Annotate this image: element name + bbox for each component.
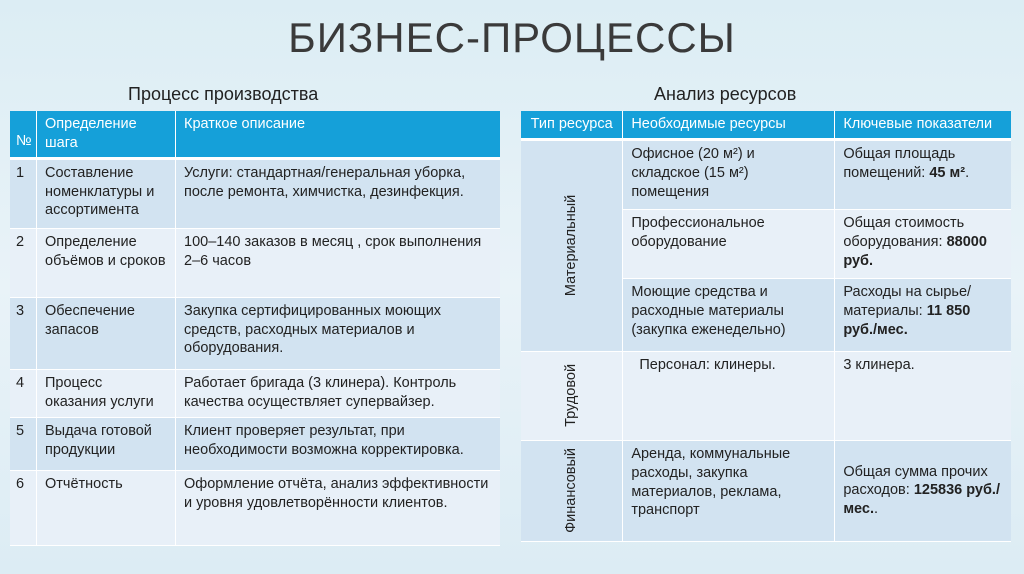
header-key-indicators: Ключевые показатели (835, 111, 1011, 139)
row-kpi (835, 209, 1011, 278)
resource-type-labor (521, 351, 623, 440)
kpi-tail: . (965, 164, 970, 181)
row-description: 100–140 заказов в месяц , срок выполнения 2–6 часов (176, 228, 501, 297)
row-resource: Персонал: клинеры. (623, 351, 835, 440)
header-number: № (10, 111, 37, 158)
table-row (10, 297, 500, 369)
page-title: БИЗНЕС-ПРОЦЕССЫ (288, 14, 736, 61)
row-step: Обеспечение запасов (37, 297, 176, 369)
row-step: Составление номенклатуры и ассортимента (37, 158, 176, 228)
table-row (10, 158, 500, 228)
resource-type-label: Финансовый (563, 448, 580, 534)
row-resource: Моющие средства и расходные материалы (закупка еженедельно) (623, 278, 835, 351)
kpi-text: Расходы на сырье/материалы: (843, 283, 972, 319)
row-kpi (835, 278, 1011, 351)
kpi-tail: . (874, 501, 879, 518)
table-row (10, 470, 500, 545)
row-step: Определение объёмов и сроков (37, 228, 176, 297)
header-resource-type: Тип ресурса (521, 111, 623, 139)
kpi-value: 11 850 руб./мес. (843, 302, 971, 338)
row-number: 3 (10, 297, 37, 369)
row-kpi (835, 351, 1011, 440)
header-step: Определение шага (37, 111, 176, 158)
row-resource: Аренда, коммунальные расходы, закупка материалов, реклама, транспорт (623, 440, 835, 541)
table-row (521, 351, 1011, 440)
kpi-text: 3 клинера. (843, 356, 915, 373)
row-kpi (835, 139, 1011, 209)
row-step: Выдача готовой продукции (37, 417, 176, 470)
resource-type-label: Материальный (563, 195, 580, 297)
row-resource: Офисное (20 м²) и складское (15 м²) помещения (623, 139, 835, 209)
left-subtitle: Процесс производства (128, 84, 319, 104)
kpi-value: 88000 руб. (843, 233, 987, 269)
table-row (10, 369, 500, 417)
kpi-text: Общая сумма прочих расходов: (843, 463, 988, 499)
resource-type-material (521, 139, 623, 351)
row-description: Оформление отчёта, анализ эффективности и уровня удовлетворённости клиентов. (176, 470, 501, 545)
row-resource: Профессиональное оборудование (623, 209, 835, 278)
row-number: 6 (10, 470, 37, 545)
row-number: 1 (10, 158, 37, 228)
row-number: 4 (10, 369, 37, 417)
header-required-resources: Необходимые ресурсы (623, 111, 835, 139)
table-row (521, 440, 1011, 541)
row-description: Работает бригада (3 клинера). Контроль качества осуществляет супервайзер. (176, 369, 501, 417)
resource-type-label: Трудовой (563, 364, 580, 428)
row-number: 5 (10, 417, 37, 470)
kpi-text: Общая стоимость оборудования: (843, 214, 965, 250)
row-description: Клиент проверяет результат, при необходимости возможна корректировка. (176, 417, 501, 470)
table-header-row (521, 111, 1011, 139)
row-step: Процесс оказания услуги (37, 369, 176, 417)
right-subtitle: Анализ ресурсов (654, 84, 797, 104)
row-description: Услуги: стандартная/генеральная уборка, после ремонта, химчистка, дезинфекция. (176, 158, 501, 228)
row-number: 2 (10, 228, 37, 297)
header-description: Краткое описание (176, 111, 501, 158)
resource-analysis-table (521, 111, 1011, 542)
table-row (10, 417, 500, 470)
kpi-text: Общая площадь помещений: (843, 145, 956, 181)
table-row (521, 139, 1011, 209)
row-kpi (835, 440, 1011, 541)
kpi-value: 45 м² (929, 164, 966, 181)
kpi-value: 125836 руб./мес. (843, 482, 1000, 518)
table-row (10, 228, 500, 297)
row-step: Отчётность (37, 470, 176, 545)
row-description: Закупка сертифицированных моющих средств, расходных материалов и оборудования. (176, 297, 501, 369)
table-header-row (10, 111, 500, 158)
resource-type-financial (521, 440, 623, 541)
production-process-table (10, 111, 500, 546)
